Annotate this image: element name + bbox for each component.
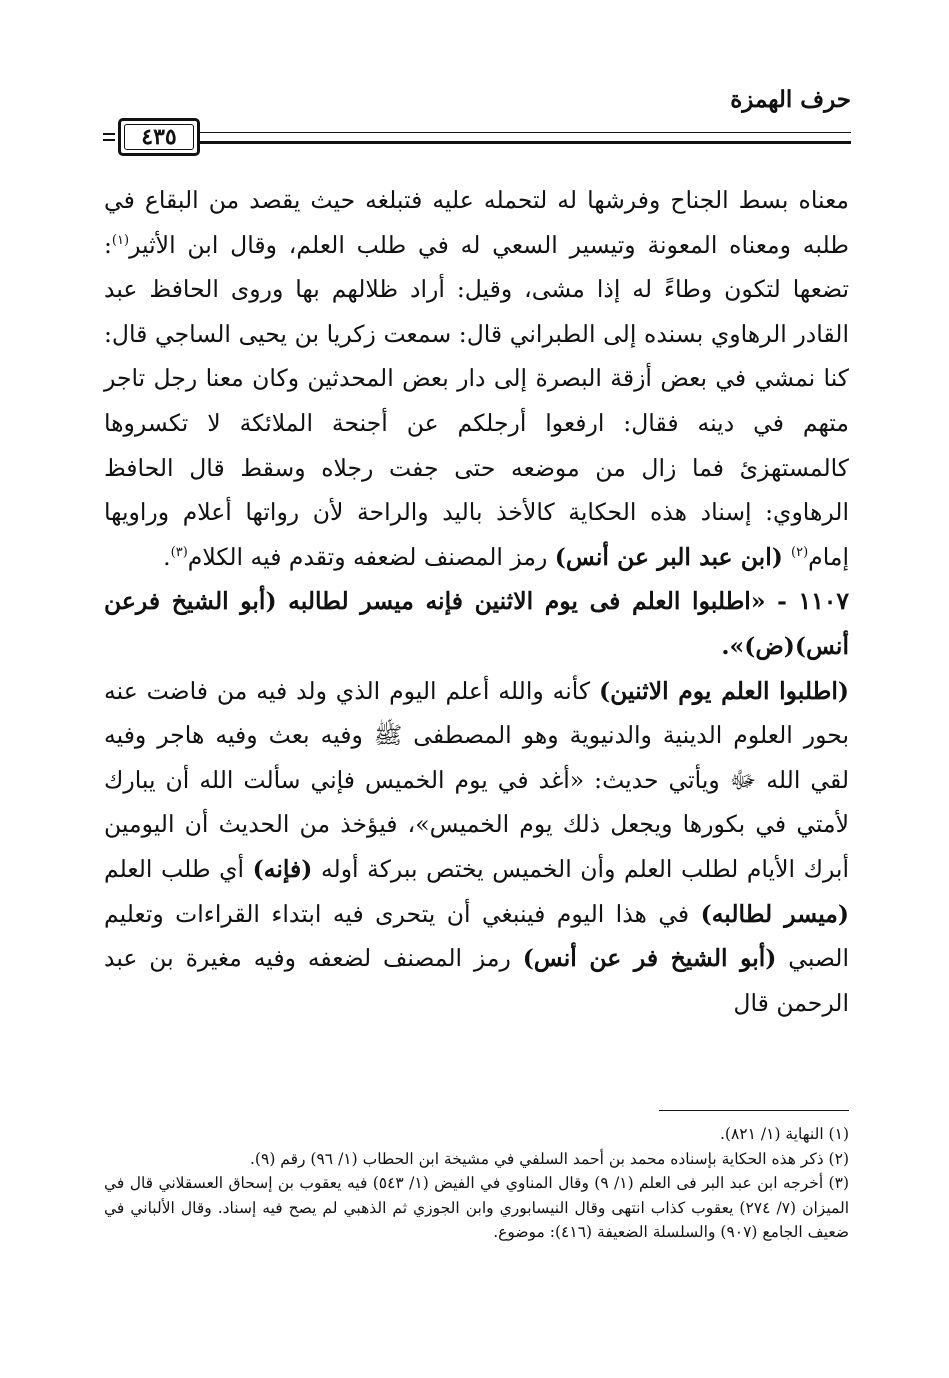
text-run: : تضعها لتكون وطاءً له إذا مشى، وقيل: أراد ظلالهم بها وروى الحافظ عبد القادر الرهاوي بسنده إلى الطبراني قال: سمعت زكريا بن يحيى الساجي قال: كنا نمشي في بعض أزقة البصرة إلى دار بعض المحدثين وكان معنا رجل تاجر متهم في دينه فقال: ارفعوا أرجلكم عن أجنحة الملائكة لا تكسروها كالمستهزئ فما زال من موضعه حتى جفت رجلاه وسقط قال الحافظ الرهاوي: إسناد هذه الحكاية كالأخذ باليد والراحة لأن رواتها أعلام وراويها إمام: [104, 230, 849, 571]
text-run: كأنه والله أعلم اليوم الذي ولد فيه من فاضت عنه بحور العلوم الدينية والدنيوية وهو المصطفى ﷺ وفيه بعث وفيه هاجر وفيه لقي الله ﷻ ويأتي حديث: «أغد في يوم الخميس فإني سألت الله أن يبارك لأمتي في بكورها ويجعل ذلك يوم الخميس»، فيؤخذ من الحديث أن اليومين أبرك الأيام لطلب العلم وأن الخميس يختص ببركة أوله: [104, 676, 849, 883]
footnote-ref-1: (١): [111, 232, 130, 248]
quoted-phrase: (اطلبوا العلم يوم الاثنين): [598, 676, 849, 705]
footnote-2: (٢) ذكر هذه الحكاية بإسناده محمد بن أحمد السلفي في مشيخة ابن الحطاب (١/ ٩٦) رقم (٩).: [250, 1149, 849, 1168]
source-citation: (أبو الشيخ فر عن أنس): [522, 944, 777, 973]
footnote-separator: [659, 1110, 849, 1111]
text-run: في هذا اليوم فينبغي أن يتحرى فيه ابتداء القراءات وتعليم الصبي: [104, 899, 849, 973]
hadith-number: ١١٠٧: [798, 587, 849, 616]
header-rule: [198, 132, 851, 144]
chapter-title: حرف الهمزة: [730, 86, 851, 113]
text-run: أي طلب العلم: [104, 854, 253, 883]
quoted-phrase: (فإنه): [252, 854, 313, 883]
footnote-3: (٣) أخرجه ابن عبد البر فى العلم (١/ ٩) وقال المناوي في الفيض (١/ ٥٤٣) فيه يعقوب بن إسحاق العسقلاني قال في الميزان (٧/ ٢٧٤) يعقوب كذاب انتهى وقال النيسابوري وابن الجوزي ثم الذهبي لم يصح فيه إسناد. وقال الألباني في ضعيف الجامع (٩٠٧) والسلسلة الضعيفة (٤١٦): موضوع.: [104, 1174, 849, 1241]
hadith-separator: -: [765, 587, 799, 616]
page-number: ٤٣٥: [141, 124, 177, 150]
header-ornament: [103, 126, 115, 148]
text-run: رمز المصنف لضعفه وتقدم فيه الكلام: [187, 542, 555, 571]
text-run: معناه بسط الجناح وفرشها له لتحمله عليه فتبلغه حيث يقصد من البقاع في طلبه ومعناه المعونة وتيسير السعي له في طلب العلم، وقال ابن الأثير: [104, 186, 849, 259]
hadith-entry: [104, 579, 849, 668]
text-run: .: [163, 542, 171, 571]
main-text: [104, 178, 849, 1025]
quoted-phrase: (ميسر لطالبه): [700, 899, 849, 928]
source-citation: (ابن عبد البر عن أنس): [554, 542, 792, 571]
footnote-ref-2: (٢): [791, 544, 809, 560]
paragraph-commentary-1: [104, 178, 849, 579]
text-run: رمز المصنف لضعفه وفيه مغيرة بن عبد الرحمن قال: [104, 944, 849, 1017]
hadith-text: «اطلبوا العلم فى يوم الاثنين فإنه ميسر لطالبه (أبو الشيخ فرعن أنس)(ض)».: [104, 587, 849, 660]
footnote-ref-3: (٣): [170, 544, 188, 560]
page-number-frame: [118, 118, 200, 156]
footnote-1: (١) النهاية (١/ ٨٢١).: [720, 1125, 849, 1143]
footnotes: [104, 1122, 849, 1245]
paragraph-commentary-2: [104, 669, 849, 1026]
